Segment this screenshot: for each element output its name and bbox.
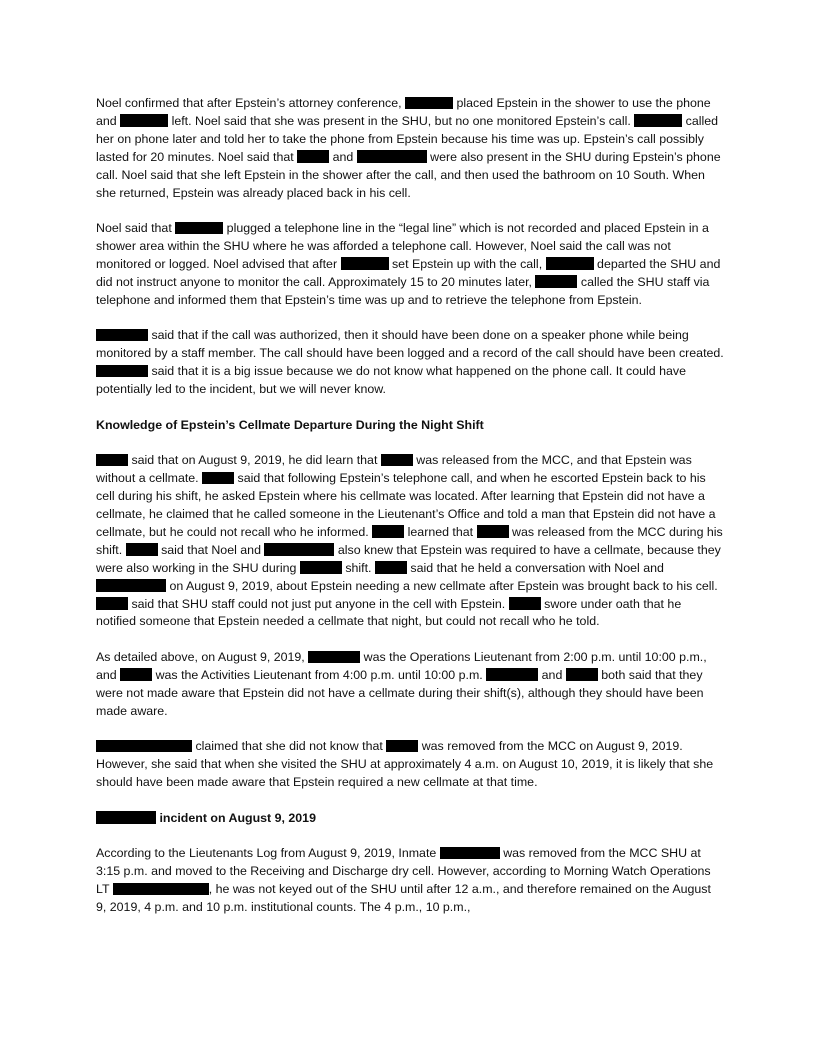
redaction-box bbox=[264, 543, 334, 556]
text: said that it is a big issue because we do not know what happened on the phone call. It could have potentially led to the incident, but we will never know. bbox=[96, 364, 686, 397]
redaction-box bbox=[96, 579, 166, 592]
redaction-box bbox=[175, 222, 223, 235]
redaction-box bbox=[300, 561, 342, 574]
text: departed the SHU and did not instruct anyone to monitor the call. Approximately 15 to 20 minutes later, bbox=[96, 256, 721, 289]
text: said that if the call was authorized, then it should have been done on a speaker phone while being monitored by a staff member. The call should have been logged and a record of the call should have been created. bbox=[96, 328, 724, 361]
text: As detailed above, on August 9, 2019, bbox=[96, 650, 305, 664]
paragraph-speaker-phone bbox=[96, 327, 724, 399]
redaction-box bbox=[634, 114, 682, 127]
text: called the SHU staff via telephone and informed them that Epstein’s time was up and to retrieve the telephone from Epstein. bbox=[96, 274, 710, 307]
text: claimed that she did not know that bbox=[195, 739, 383, 754]
text: swore under oath that he notified someone that Epstein needed a cellmate that night, but could not recall who he told. bbox=[96, 596, 682, 629]
redaction-box bbox=[341, 257, 389, 270]
section-heading-incident bbox=[96, 810, 724, 828]
text: Noel said that bbox=[96, 221, 172, 236]
text: was the Operations Lieutenant from 2:00 p.m. until 10:00 p.m., and bbox=[96, 650, 707, 682]
text: shift. bbox=[345, 560, 372, 575]
heading-text: incident on August 9, 2019 bbox=[159, 810, 316, 825]
paragraph-lieutenants bbox=[96, 649, 724, 721]
text: was removed from the MCC on August 9, 2019. However, she said that when she visited the SHU at approximately 4 a.m. on August 10, 2019, it is likely that she should have been made aware that Epstein required a new cellmate at that time. bbox=[96, 739, 714, 790]
text: said that Noel and bbox=[161, 542, 261, 557]
paragraph-epstein-phone-call bbox=[96, 95, 724, 202]
paragraph-cellmate-knowledge bbox=[96, 452, 724, 631]
redaction-box bbox=[96, 365, 148, 378]
redaction-box bbox=[477, 525, 509, 538]
text: said that on August 9, 2019, he did learn that bbox=[131, 453, 378, 468]
paragraph-lieutenants-log bbox=[96, 845, 724, 917]
text: both said that they were not made aware that Epstein did not have a cellmate during their shift(s), although they should have been made aware. bbox=[96, 667, 704, 718]
text: and bbox=[332, 149, 354, 164]
section-heading-cellmate-departure: Knowledge of Epstein’s Cellmate Departure During the Night Shift bbox=[96, 417, 484, 432]
text: Noel confirmed that after Epstein’s attorney conference, bbox=[96, 96, 402, 110]
redaction-box bbox=[386, 740, 418, 753]
redaction-box bbox=[372, 525, 404, 538]
text: were also present in the SHU during Epstein’s phone call. Noel said that she left Epstein in the shower after the call, and then used the bathroom on 10 South. When she returned, Epstein was already placed back in his cell. bbox=[96, 149, 721, 200]
text: set Epstein up with the call, bbox=[391, 256, 543, 271]
redaction-box bbox=[202, 472, 234, 485]
text: called her on phone later and told her to take the phone from Epstein because his time was up. Epstein’s call possibly lasted for 20 minutes. Noel said that bbox=[96, 113, 719, 164]
redaction-box bbox=[535, 275, 577, 288]
redaction-box bbox=[96, 329, 148, 342]
redaction-box bbox=[486, 668, 538, 681]
paragraph-legal-line bbox=[96, 220, 724, 310]
redaction-box bbox=[405, 97, 453, 110]
redaction-box bbox=[96, 811, 156, 824]
text: said that following Epstein’s telephone call, and when he escorted Epstein back to his cell during his shift, he asked Epstein where his cellmate was located. After learning that Epstein did not have a cellmate, he claimed that he called someone in the Lieutenant’s Office and told a man that Epstein did not have a cellmate, but he could not recall who he informed. bbox=[96, 471, 716, 539]
redaction-box bbox=[308, 651, 360, 664]
redaction-box bbox=[96, 454, 128, 467]
text: placed Epstein in the shower to use the phone and bbox=[96, 96, 711, 128]
redaction-box bbox=[113, 883, 209, 896]
text: , he was not keyed out of the SHU until after 12 a.m., and therefore remained on the August 9, 2019, 4 p.m. and 10 p.m. institutional counts. The 4 p.m., 10 p.m., bbox=[96, 882, 711, 915]
text: was released from the MCC, and that Epstein was without a cellmate. bbox=[96, 453, 692, 486]
redaction-box bbox=[120, 668, 152, 681]
redaction-box bbox=[120, 114, 168, 127]
redaction-box bbox=[357, 150, 427, 163]
redaction-box bbox=[297, 150, 329, 163]
text: was removed from the MCC SHU at 3:15 p.m. and moved to the Receiving and Discharge dry cell. However, according to Morning Watch Operations LT bbox=[96, 846, 711, 897]
text: said that he held a conversation with Noel and bbox=[410, 560, 664, 575]
text: left. Noel said that she was present in the SHU, but no one monitored Epstein’s call. bbox=[171, 113, 631, 128]
text: also knew that Epstein was required to have a cellmate, because they were also working in the SHU during bbox=[96, 542, 721, 575]
text: and bbox=[541, 667, 563, 682]
document-page bbox=[96, 95, 724, 935]
text: According to the Lieutenants Log from August 9, 2019, Inmate bbox=[96, 846, 437, 861]
text: learned that bbox=[407, 524, 474, 539]
redaction-box bbox=[381, 454, 413, 467]
redaction-box bbox=[509, 597, 541, 610]
redaction-box bbox=[546, 257, 594, 270]
text: was the Activities Lieutenant from 4:00 p.m. until 10:00 p.m. bbox=[155, 667, 483, 682]
redaction-box bbox=[375, 561, 407, 574]
redaction-box bbox=[96, 597, 128, 610]
text: plugged a telephone line in the “legal line” which is not recorded and placed Epstein in a shower area within the SHU where he was afforded a telephone call. However, Noel said the call was not monitored or logged. Noel advised that after bbox=[96, 221, 709, 271]
redaction-box bbox=[96, 740, 192, 753]
paragraph-mcc-removal bbox=[96, 738, 724, 792]
redaction-box bbox=[126, 543, 158, 556]
text: on August 9, 2019, about Epstein needing a new cellmate after Epstein was brought back to his cell. bbox=[169, 578, 718, 593]
text: was released from the MCC during his shift. bbox=[96, 524, 723, 557]
redaction-box bbox=[440, 847, 500, 860]
redaction-box bbox=[566, 668, 598, 681]
text: said that SHU staff could not just put anyone in the cell with Epstein. bbox=[131, 596, 506, 611]
